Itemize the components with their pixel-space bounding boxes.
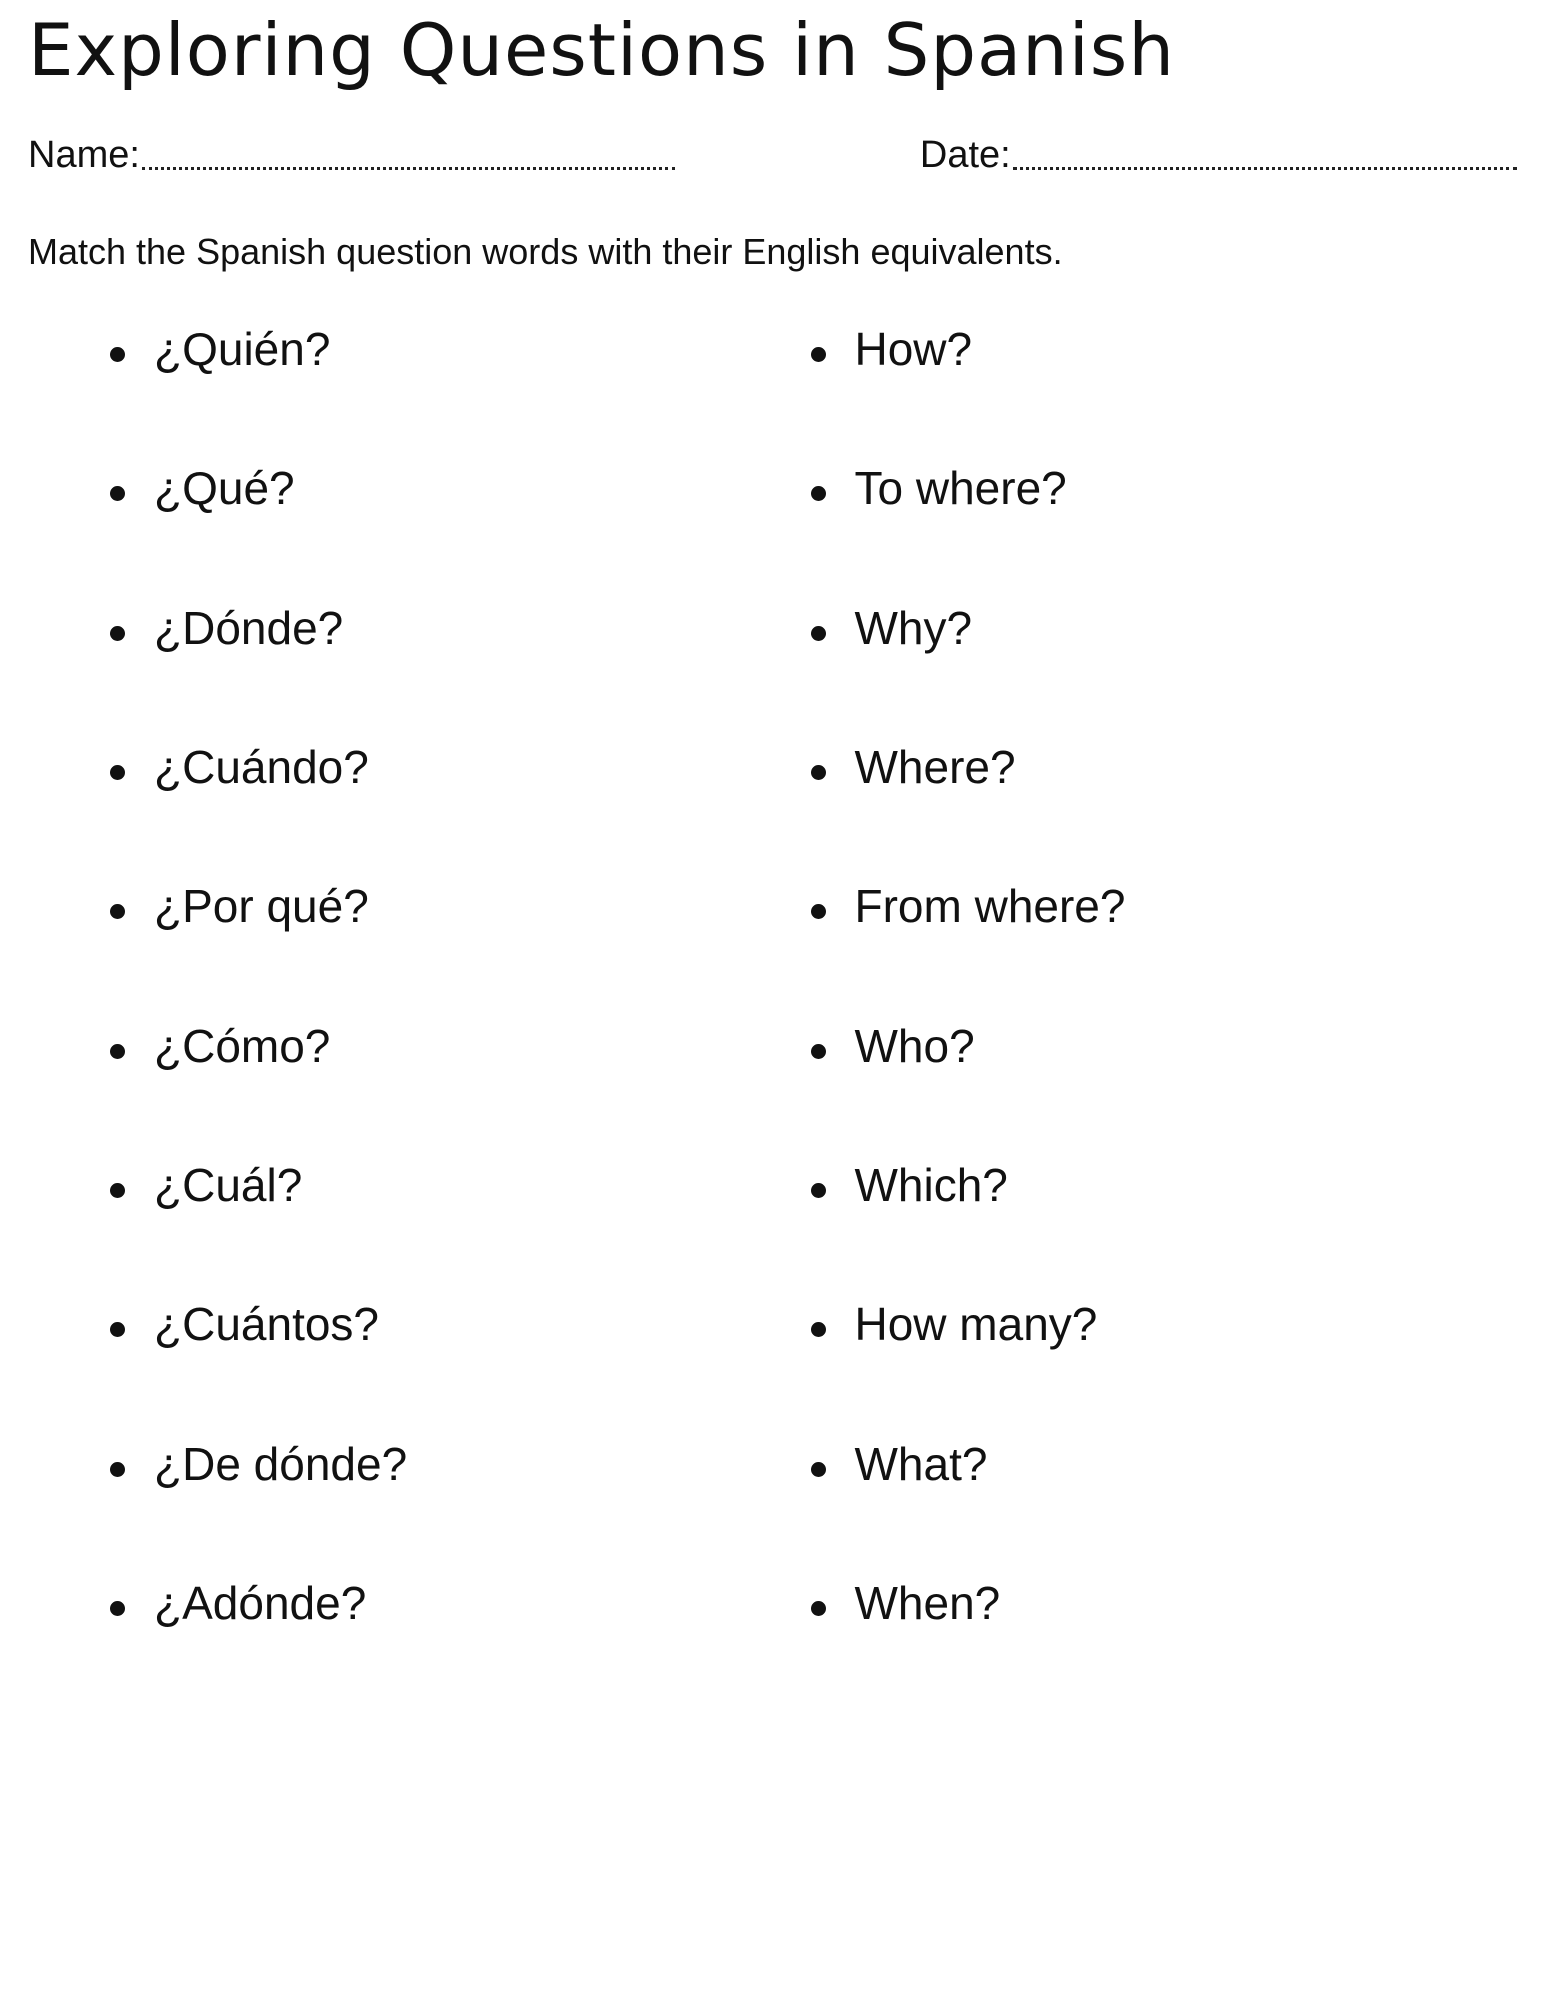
english-column (773, 325, 1518, 1718)
list-item[interactable]: ¿Cuándo? (92, 743, 773, 791)
list-item[interactable]: ¿Cómo? (92, 1022, 773, 1070)
student-meta-row (28, 136, 1517, 174)
matching-columns (28, 325, 1517, 1718)
date-input-line[interactable] (1013, 166, 1517, 170)
list-item[interactable]: ¿Qué? (92, 464, 773, 512)
list-item[interactable]: What? (793, 1440, 1518, 1488)
list-item[interactable]: ¿Por qué? (92, 882, 773, 930)
list-item[interactable]: Where? (793, 743, 1518, 791)
list-item[interactable]: Who? (793, 1022, 1518, 1070)
list-item[interactable]: ¿De dónde? (92, 1440, 773, 1488)
list-item[interactable]: ¿Adónde? (92, 1579, 773, 1627)
english-term-list (793, 325, 1518, 1627)
instructions-text: Match the Spanish question words with their English equivalents. (28, 231, 1063, 272)
list-item[interactable]: Why? (793, 604, 1518, 652)
list-item[interactable]: How many? (793, 1300, 1518, 1348)
list-item[interactable]: From where? (793, 882, 1518, 930)
spanish-column (28, 325, 773, 1718)
spanish-term-list (92, 325, 773, 1627)
list-item[interactable]: When? (793, 1579, 1518, 1627)
list-item[interactable]: How? (793, 325, 1518, 373)
date-label: Date: (919, 134, 1011, 176)
list-item[interactable]: ¿Cuántos? (92, 1300, 773, 1348)
page-title: Exploring Questions in Spanish (28, 8, 1175, 92)
worksheet-page (0, 8, 1545, 2014)
list-item[interactable]: ¿Cuál? (92, 1161, 773, 1209)
list-item[interactable]: ¿Dónde? (92, 604, 773, 652)
list-item[interactable]: Which? (793, 1161, 1518, 1209)
list-item[interactable]: To where? (793, 464, 1518, 512)
list-item[interactable]: ¿Quién? (92, 325, 773, 373)
date-field[interactable] (920, 136, 1517, 174)
name-input-line[interactable] (142, 166, 675, 170)
name-field[interactable] (28, 136, 675, 174)
name-label: Name: (28, 134, 140, 176)
